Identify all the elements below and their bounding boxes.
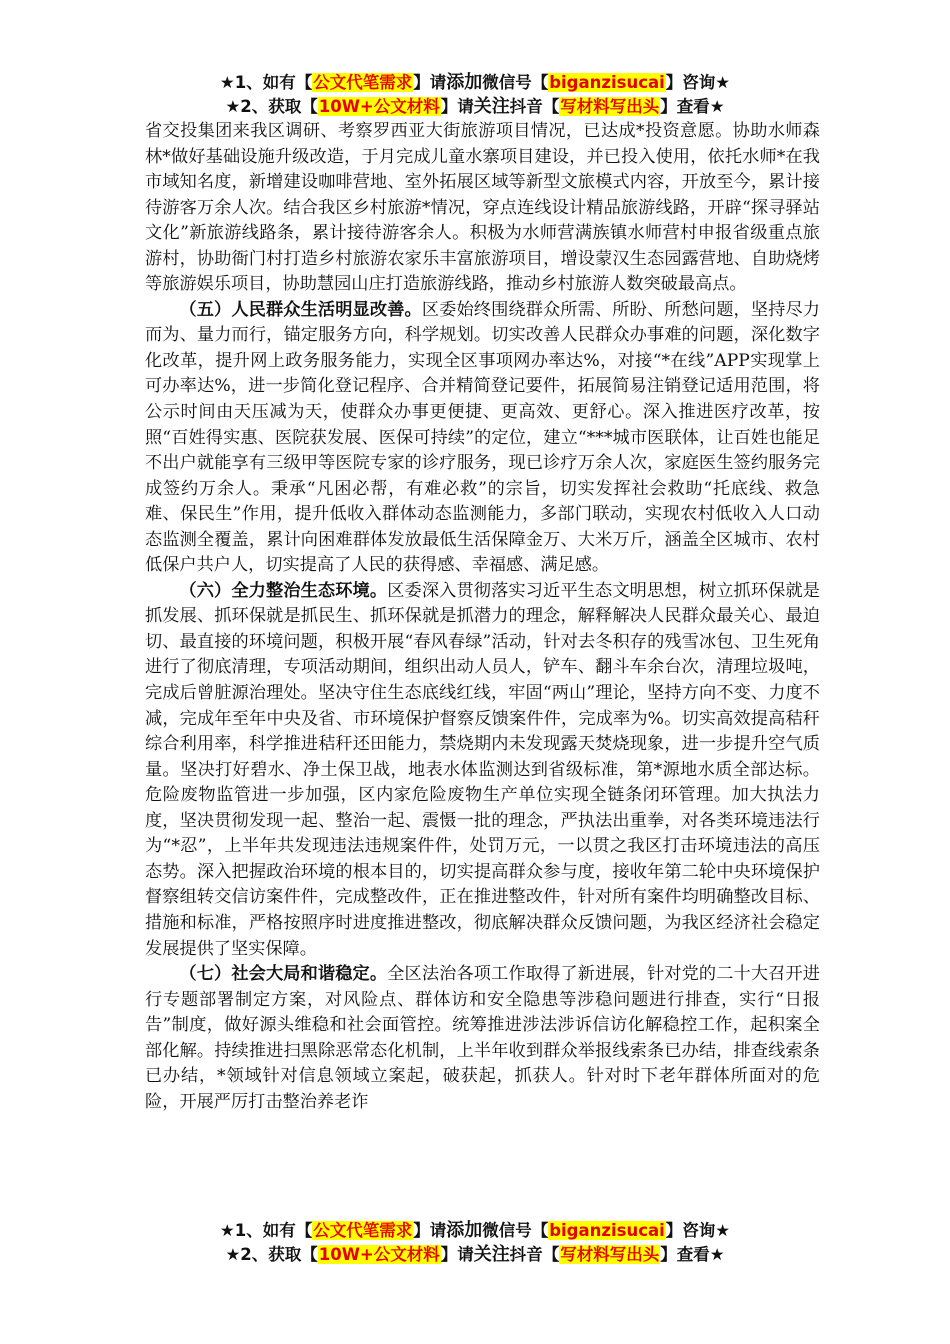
banner-text: 】查看★ xyxy=(660,97,725,116)
banner-highlight: 写材料写出头 xyxy=(560,97,660,116)
banner-emphasis: 添加 xyxy=(446,1220,483,1241)
ad-banner-bottom-line2 xyxy=(0,1243,950,1267)
banner-emphasis: 关注 xyxy=(473,1244,510,1265)
ad-banner-top-line2 xyxy=(0,95,950,119)
banner-emphasis: 关注 xyxy=(473,96,510,117)
banner-highlight: biganzisucai xyxy=(549,1221,665,1240)
paragraph xyxy=(145,298,820,579)
banner-text: 微信号【 xyxy=(482,73,549,92)
banner-text: 】请 xyxy=(413,1221,447,1240)
ad-banner-top-line1 xyxy=(0,71,950,95)
banner-highlight: 公文代笔需求 xyxy=(313,1221,413,1240)
banner-text: 抖音【 xyxy=(509,1245,560,1264)
banner-text: ★2、获取【 xyxy=(225,97,318,116)
banner-highlight: 10W+公文材料 xyxy=(318,97,440,116)
document-body xyxy=(145,119,820,1115)
paragraph-text: 区委深入贯彻落实习近平生态文明思想，树立抓环保就是抓发展、抓环保就是抓民生、抓环保就是抓潜力的理念，解释解决人民群众最关心、最迫切、最直接的环境问题，积极开展“春风春绿”活动，针对去冬积存的残雪冰包、卫生死角进行了彻底清理，专项活动期间，组织出动人员人，铲车、翻斗车余台次，清理垃圾吨，完成后曾脏源治理处。坚决守住生态底线红线，牢固“两山”理论，坚持方向不变、力度不减，完成年至年中央及省、市环境保护督察反馈案件件，完成率为%。切实高效提高秸秆综合利用率，科学推进秸秆还田能力，禁烧期内未发现露天焚烧现象，进一步提升空气质量。坚决打好碧水、净土保卫战，地表水体监测达到省级标准，第*源地水质全部达标。危险废物监管进一步加强，区内家危险废物生产单位实现全链条闭环管理。加大执法力度，坚决贯彻发现一起、整治一起、震慑一批的理念，严执法出重拳，对各类环境违法行为“*忍”，上半年共发现违法违规案件件，处罚万元，一以贯之我区打击环境违法的高压态势。深入把握政治环境的根本目的，切实提高群众参与度，接收年第二轮中央环境保护督察组转交信访案件件，完成整改件，正在推进整改件，针对所有案件均明确整改目标、措施和标准，严格按照序时进度推进整改，彻底解决群众反馈问题，为我区经济社会稳定发展提供了坚实保障。 xyxy=(145,580,820,959)
paragraph xyxy=(145,962,820,1115)
banner-highlight: 写材料写出头 xyxy=(560,1245,660,1264)
paragraph-text: 全区法治各项工作取得了新进展，针对党的二十大召开进行专题部署制定方案，对风险点、群体访和安全隐患等涉稳问题进行排查，实行“日报告”制度，做好源头维稳和社会面管控。统筹推进涉法涉诉信访化解稳控工作，起积案全部化解。持续推进扫黑除恶常态化机制，上半年收到群众举报线索条已办结，排查线索条已办结，*领域针对信息领域立案起，破获起，抓获人。针对时下老年群体所面对的危险，开展严厉打击整治养老诈 xyxy=(145,964,820,1112)
banner-highlight: biganzisucai xyxy=(549,73,665,92)
banner-text: ★1、如有【 xyxy=(219,73,313,92)
section-heading: （七）社会大局和谐稳定。 xyxy=(179,964,388,985)
banner-highlight: 10W+公文材料 xyxy=(318,1245,440,1264)
banner-text: 】请 xyxy=(413,73,447,92)
paragraph-text: 省交投集团来我区调研、考察罗西亚大街旅游项目情况，已达成*投资意愿。协助水师森林*做好基础设施升级改造，于月完成儿童水寨项目建设，并已投入使用，依托水师*在我市域知名度，新增建设咖啡营地、室外拓展区域等新型文旅模式内容，开放至今，累计接待游客万余人次。结合我区乡村旅游*情况，穿点连线设计精品旅游线路，开辟“探寻驿站文化”新旅游线路条，累计接待游客余人。积极为水师营满族镇水师营村申报省级重点旅游村，协助衙门村打造乡村旅游农家乐丰富旅游项目，增设蒙汉生态园露营地、自助烧烤等旅游娱乐项目，协助慧园山庄打造旅游线路，推动乡村旅游人数突破最高点。 xyxy=(145,121,820,295)
paragraph xyxy=(145,579,820,962)
banner-text: 微信号【 xyxy=(482,1221,549,1240)
banner-text: 】请 xyxy=(440,1245,474,1264)
banner-text: 抖音【 xyxy=(509,97,560,116)
banner-text: 】查看★ xyxy=(660,1245,725,1264)
banner-text: ★1、如有【 xyxy=(219,1221,313,1240)
paragraph-text: 区委始终围绕群众所需、所盼、所愁问题，坚持尽力而为、量力而行，锚定服务方向，科学规划。切实改善人民群众办事难的问题，深化数字化改革，提升网上政务服务能力，实现全区事项网办率达%，对接“*在线”APP实现掌上可办率达%，进一步简化登记程序、合并精简登记要件，拓展简易注销登记适用范围，将公示时间由天压减为天，使群众办事更便捷、更高效、更舒心。深入推进医疗改革，按照“百姓得实惠、医院获发展、医保可持续”的定位，建立“***城市医联体，让百姓也能足不出户就能享有三级甲等医院专家的诊疗服务，现已诊疗万余人次，家庭医生签约服务完成签约万余人。秉承“凡困必帮，有难必救”的宗旨，切实发挥社会救助“托底线、救急难、保民生”作用，提升低收入群体动态监测能力，多部门联动，实现农村低收入人口动态监测全覆盖，累计向困难群体发放最低生活保障金万、大米万斤，涵盖全区城市、农村低保户共户人，切实提高了人民的获得感、幸福感、满足感。 xyxy=(145,299,820,576)
banner-emphasis: 添加 xyxy=(446,72,483,93)
section-heading: （五）人民群众生活明显改善。 xyxy=(179,299,422,320)
banner-text: 】请 xyxy=(440,97,474,116)
banner-text: ★2、获取【 xyxy=(225,1245,318,1264)
banner-text: 】咨询★ xyxy=(665,73,731,92)
banner-highlight: 公文代笔需求 xyxy=(313,73,413,92)
banner-text: 】咨询★ xyxy=(665,1221,731,1240)
paragraph xyxy=(145,119,820,298)
section-heading: （六）全力整治生态环境。 xyxy=(179,580,388,601)
ad-banner-bottom-line1 xyxy=(0,1219,950,1243)
